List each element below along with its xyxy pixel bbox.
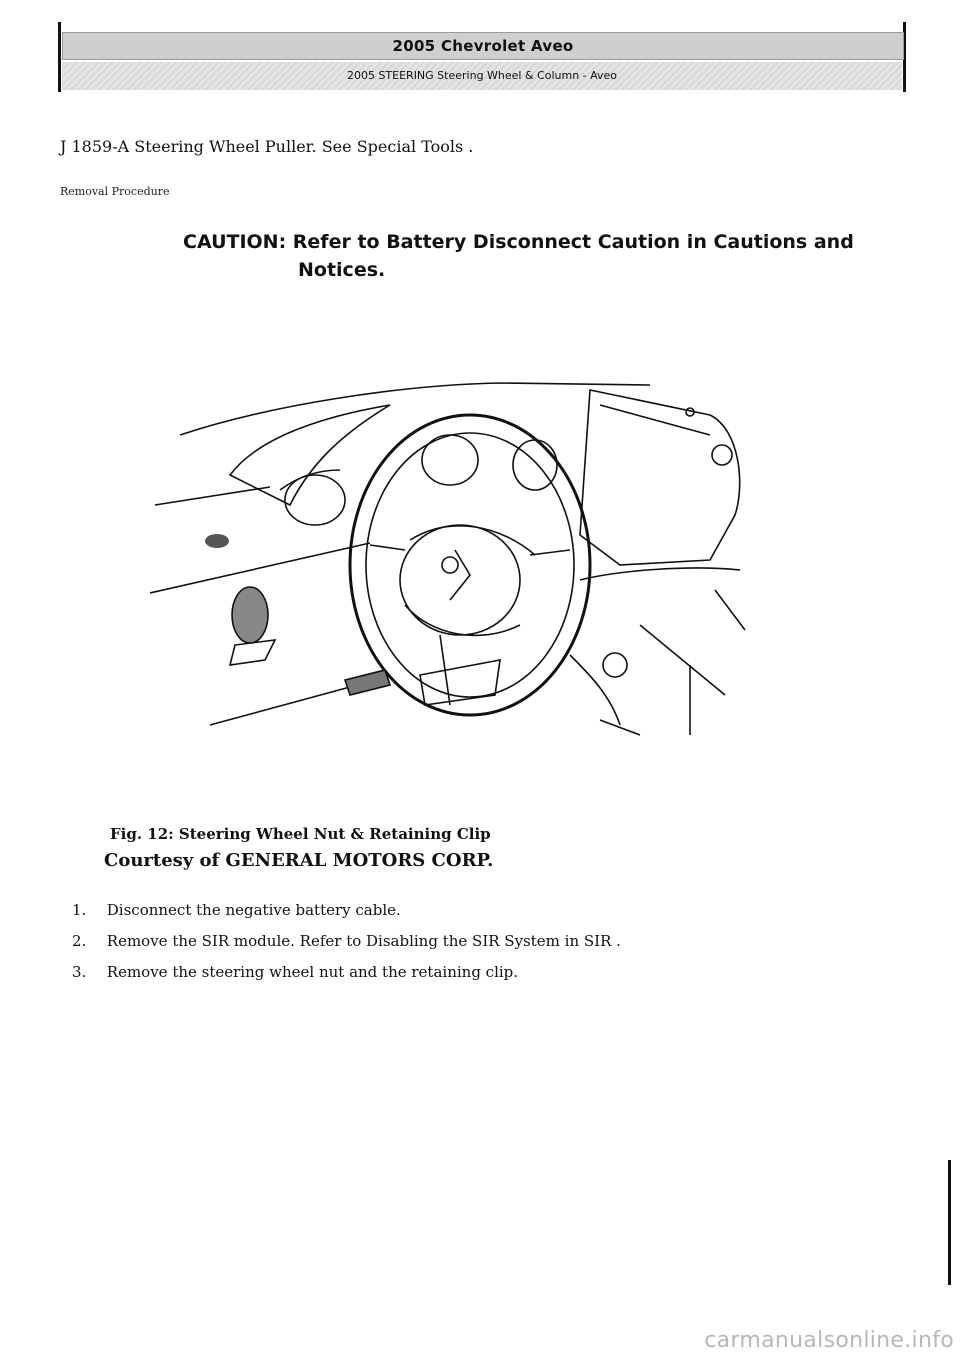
page-right-border <box>948 1160 951 1285</box>
step-text: Remove the steering wheel nut and the retaining clip. <box>106 963 519 981</box>
removal-steps <box>72 898 621 991</box>
caution-note <box>183 228 903 284</box>
step-number: 1. <box>72 901 87 919</box>
figure-caption: Fig. 12: Steering Wheel Nut & Retaining Clip <box>110 825 491 843</box>
caution-line-1: CAUTION: Refer to Battery Disconnect Caution in Cautions and <box>183 231 854 253</box>
step-text: Disconnect the negative battery cable. <box>106 901 401 919</box>
figure-courtesy: Courtesy of GENERAL MOTORS CORP. <box>104 850 494 871</box>
step-item <box>72 960 621 991</box>
document-subtitle: 2005 STEERING Steering Wheel & Column - Aveo <box>62 62 902 90</box>
caution-line-2: Notices. <box>298 259 386 281</box>
step-item <box>72 898 621 929</box>
step-text: Remove the SIR module. Refer to Disabling the SIR System in SIR . <box>106 932 621 950</box>
step-number: 3. <box>72 963 87 981</box>
steering-wheel-illustration <box>150 375 750 745</box>
document-title: 2005 Chevrolet Aveo <box>62 32 904 60</box>
watermark: carmanualsonline.info <box>704 1328 954 1353</box>
header-left-border <box>58 22 61 92</box>
section-heading: Removal Procedure <box>60 185 170 198</box>
step-item <box>72 929 621 960</box>
special-tool-line: J 1859-A Steering Wheel Puller. See Special Tools . <box>60 137 474 156</box>
step-number: 2. <box>72 932 87 950</box>
